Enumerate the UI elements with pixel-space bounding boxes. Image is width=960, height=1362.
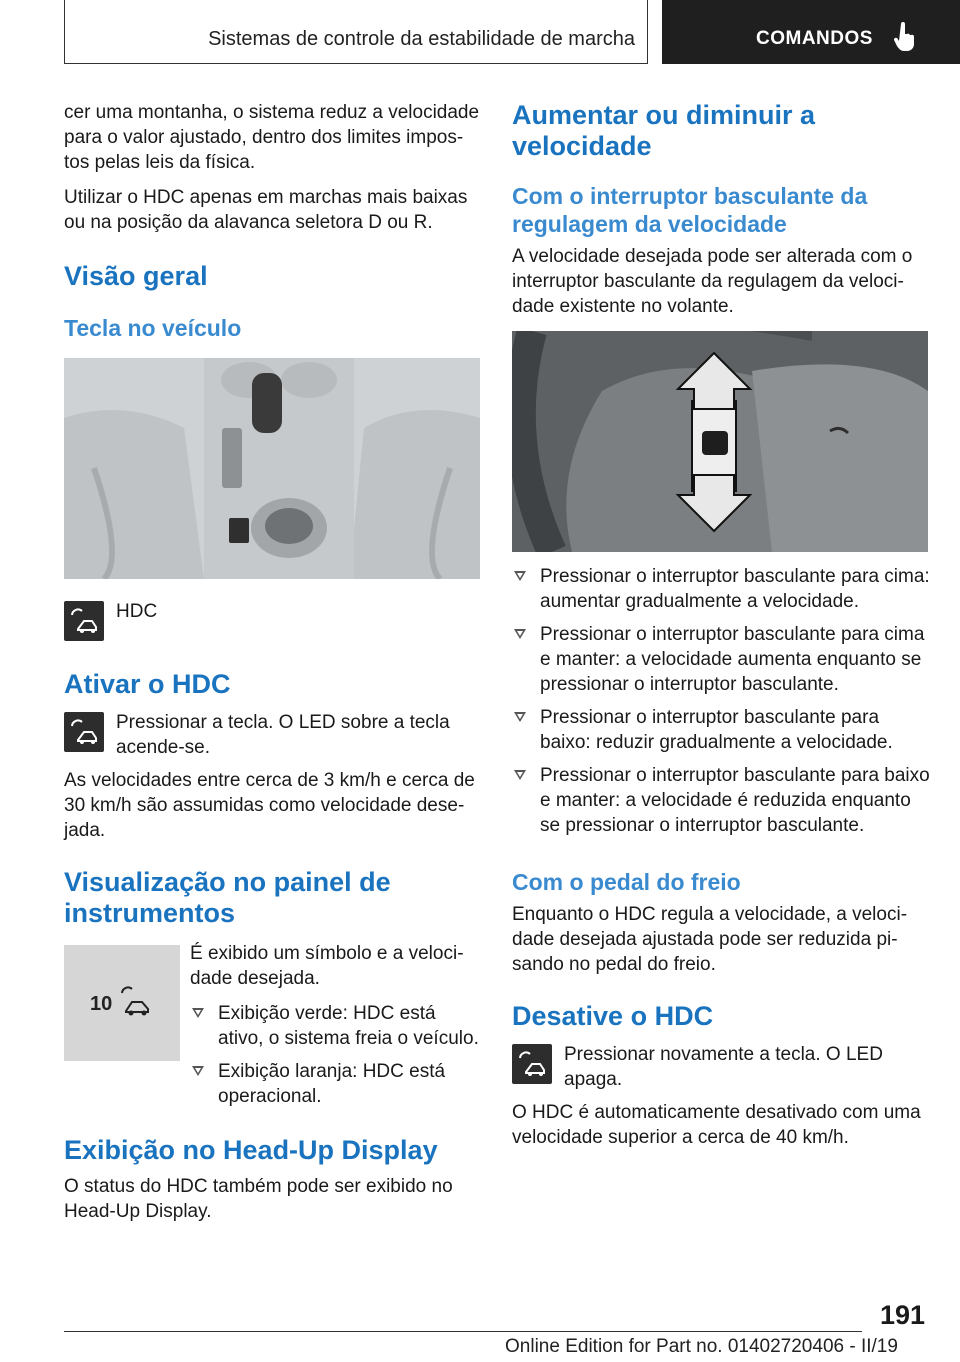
speeds-paragraph: As velocidades entre cerca de 3 km/h e cerca de 30 km/h são assumidas como velocidade desejada.: [64, 770, 475, 841]
hdc-icon-row: [64, 599, 482, 643]
display-speed-value: 10: [90, 993, 113, 1015]
list-item: Exibição verde: HDC está ativo, o sistema freia o veículo.: [190, 1001, 482, 1051]
hdc-icon-label: HDC: [116, 601, 158, 622]
right-column: [512, 100, 932, 1160]
display-description: É exibido um símbolo e a velocidade desejada.: [190, 943, 464, 989]
activate-text: Pressionar a tecla. O LED sobre a tecla acende-se.: [116, 712, 450, 758]
intro-paragraph-1: cer uma montanha, o sistema reduz a velocidade para o valor ajustado, dentro dos limites impostos pelas leis da física.: [64, 102, 480, 173]
section-title: Sistemas de controle da estabilidade de marcha: [208, 28, 635, 50]
deactivate-icon-row: [512, 1042, 932, 1092]
hdc-button-icon: [64, 601, 104, 641]
bullet-triangle-icon: [514, 712, 526, 722]
list-item: Pressionar o interruptor basculante para cima: aumentar gradualmente a velocidade.: [512, 564, 932, 614]
heading-button-in-vehicle: Tecla no veículo: [64, 315, 242, 341]
hdc-button-icon: [64, 712, 104, 752]
heading-brake-pedal: Com o pedal do freio: [512, 869, 741, 895]
bullet-triangle-icon: [514, 629, 526, 639]
rocker-paragraph: A velocidade desejada pode ser alterada com o interruptor basculante da regulagem da velocidade existente no volante.: [512, 246, 913, 317]
chapter-tab-label: COMANDOS: [756, 28, 873, 49]
heading-deactivate-hdc: Desative o HDC: [512, 1001, 714, 1031]
heading-rocker-switch: Com o interruptor basculante da regulagem da velocidade: [512, 183, 868, 237]
heading-head-up-display: Exibição no Head-Up Display: [64, 1135, 438, 1165]
hdc-button-icon: [512, 1044, 552, 1084]
bullet-triangle-icon: [514, 571, 526, 581]
edition-text: Online Edition for Part no. 01402720406 - II/19: [505, 1336, 898, 1357]
hdc-car-symbol-icon: [118, 985, 158, 1019]
steering-wheel-illustration: [512, 331, 928, 552]
heading-adjust-speed: Aumentar ou diminuir a velocidade: [512, 100, 816, 161]
header-box: [64, 0, 648, 64]
deactivate-text: Pressionar novamente a tecla. O LED apaga.: [564, 1044, 883, 1090]
hud-paragraph: O status do HDC também pode ser exibido no Head-Up Display.: [64, 1176, 453, 1222]
instrument-display-block: [64, 941, 482, 1119]
heading-instrument-display: Visualização no painel de instrumentos: [64, 867, 391, 928]
steering-wheel-photo: [512, 331, 928, 552]
display-status-list: [190, 1001, 482, 1109]
list-item: Exibição laranja: HDC está operacional.: [190, 1059, 482, 1109]
chapter-tab: [662, 0, 960, 64]
page-number: 191: [880, 1300, 926, 1330]
bullet-triangle-icon: [514, 770, 526, 780]
center-console-illustration: [64, 358, 480, 579]
rocker-action-list: [512, 564, 932, 838]
hand-pointer-icon: [894, 22, 916, 52]
center-console-photo: [64, 358, 480, 579]
heading-activate-hdc: Ativar o HDC: [64, 669, 231, 699]
auto-off-paragraph: O HDC é automaticamente desativado com uma velocidade superior a cerca de 40 km/h.: [512, 1102, 921, 1148]
instrument-display-image: [64, 945, 180, 1061]
list-item: Pressionar o interruptor basculante para baixo: reduzir gradualmente a velocidade.: [512, 705, 932, 755]
heading-overview: Visão geral: [64, 261, 208, 291]
brake-paragraph: Enquanto o HDC regula a velocidade, a velocidade desejada ajustada pode ser reduzida pisando no pedal do freio.: [512, 904, 908, 975]
list-item: Pressionar o interruptor basculante para baixo e manter: a velocidade é reduzida enquanto se pressionar o interruptor basculante.: [512, 763, 932, 838]
bullet-triangle-icon: [192, 1066, 204, 1076]
intro-paragraph-2: Utilizar o HDC apenas em marchas mais baixas ou na posição da alavanca seletora D ou R.: [64, 187, 468, 233]
left-column: [64, 100, 482, 1234]
list-item: Pressionar o interruptor basculante para cima e manter: a velocidade aumenta enquanto se pressionar o interruptor basculante.: [512, 622, 932, 697]
activate-icon-row: [64, 710, 482, 760]
bullet-triangle-icon: [192, 1008, 204, 1018]
footer-divider: [64, 1331, 862, 1332]
